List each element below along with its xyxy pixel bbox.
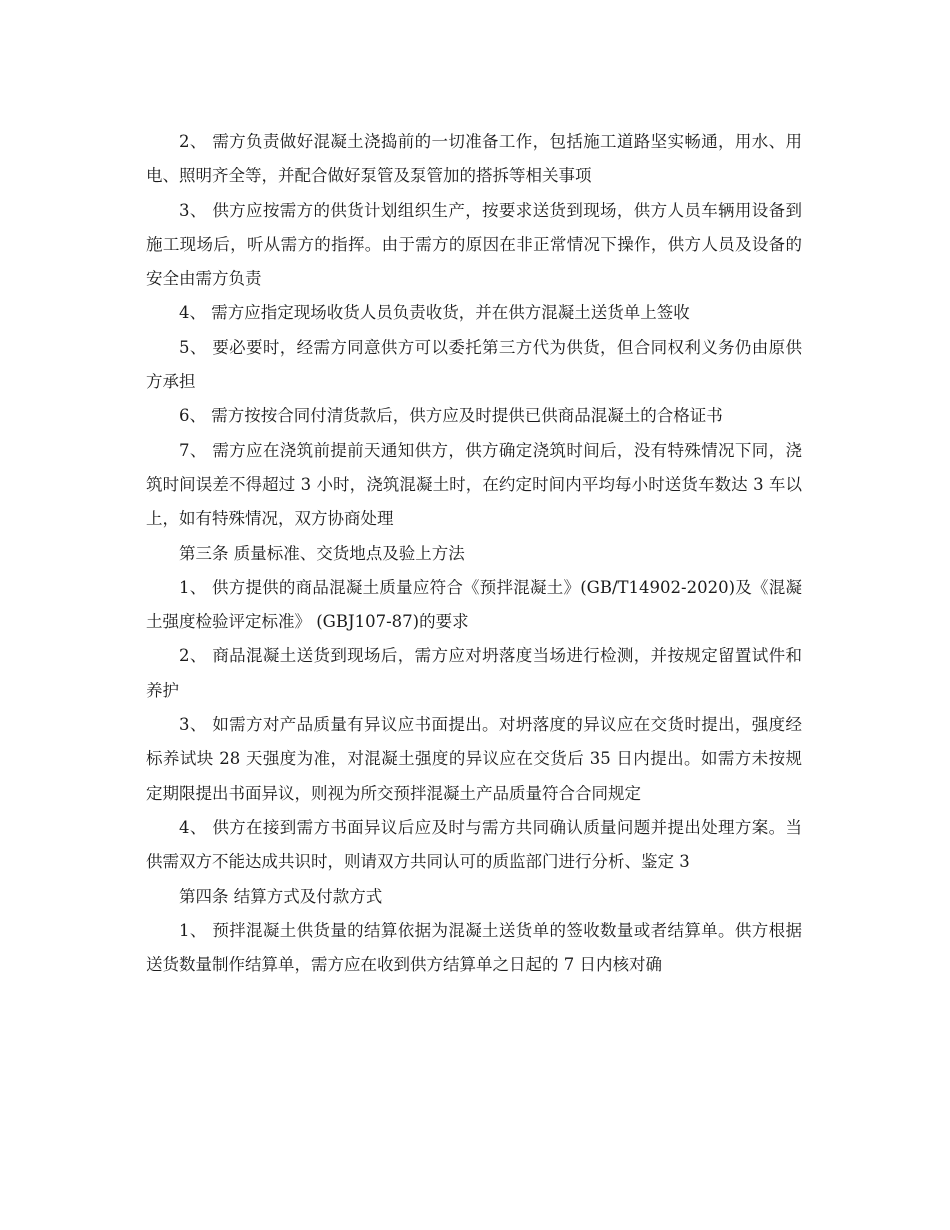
paragraph-quality-item-4: 4、 供方在接到需方书面异议后应及时与需方共同确认质量问题并提出处理方案。当供需双方不能达成共识时，则请双方共同认可的质监部门进行分析、鉴定 3 <box>146 817 802 872</box>
section-heading-article-4: 第四条 结算方式及付款方式 <box>179 886 383 906</box>
paragraph-quality-item-1: 1、 供方提供的商品混凝土质量应符合《预拌混凝土》(GB/T14902-2020)及《混凝土强度检验评定标准》 (GBJ107-87)的要求 <box>146 577 802 632</box>
paragraph-supply-item-5: 5、 要必要时，经需方同意供方可以委托第三方代为供货，但合同权利义务仍由原供方承担 <box>146 337 802 392</box>
paragraph-supply-item-3: 3、 供方应按需方的供货计划组织生产，按要求送货到现场，供方人员车辆用设备到施工现场后，听从需方的指挥。由于需方的原因在非正常情况下操作，供方人员及设备的安全由需方负责 <box>146 200 802 289</box>
paragraph-supply-item-2: 2、 需方负责做好混凝土浇捣前的一切准备工作，包括施工道路坚实畅通，用水、用电、照明齐全等，并配合做好泵管及泵管加的搭拆等相关事项 <box>146 132 802 186</box>
section-heading-article-3: 第三条 质量标准、交货地点及验上方法 <box>179 543 465 563</box>
paragraph-supply-item-6: 6、 需方按按合同付清货款后，供方应及时提供已供商品混凝土的合格证书 <box>179 406 723 426</box>
paragraph-settlement-item-1: 1、 预拌混凝土供货量的结算依据为混凝土送货单的签收数量或者结算单。供方根据送货数量制作结算单，需方应在收到供方结算单之日起的 7 日内核对确 <box>146 920 802 975</box>
paragraph-supply-item-4: 4、 需方应指定现场收货人员负责收货，并在供方混凝土送货单上签收 <box>179 303 690 323</box>
paragraph-quality-item-2: 2、 商品混凝土送货到现场后，需方应对坍落度当场进行检测，并按规定留置试件和养护 <box>146 646 802 700</box>
paragraph-supply-item-7: 7、 需方应在浇筑前提前天通知供方，供方确定浇筑时间后，没有特殊情况下同，浇筑时间误差不得超过 3 小时，浇筑混凝土时，在约定时间内平均每小时送货车数达 3 车以上，如有特殊情况，双方协商处理 <box>146 440 802 529</box>
document-body <box>146 125 802 982</box>
paragraph-quality-item-3: 3、 如需方对产品质量有异议应书面提出。对坍落度的异议应在交货时提出，强度经标养试块 28 天强度为准，对混凝土强度的异议应在交货后 35 日内提出。如需方未按规定期限提出书面异议，则视为所交预拌混凝土产品质量符合合同规定 <box>146 715 802 803</box>
